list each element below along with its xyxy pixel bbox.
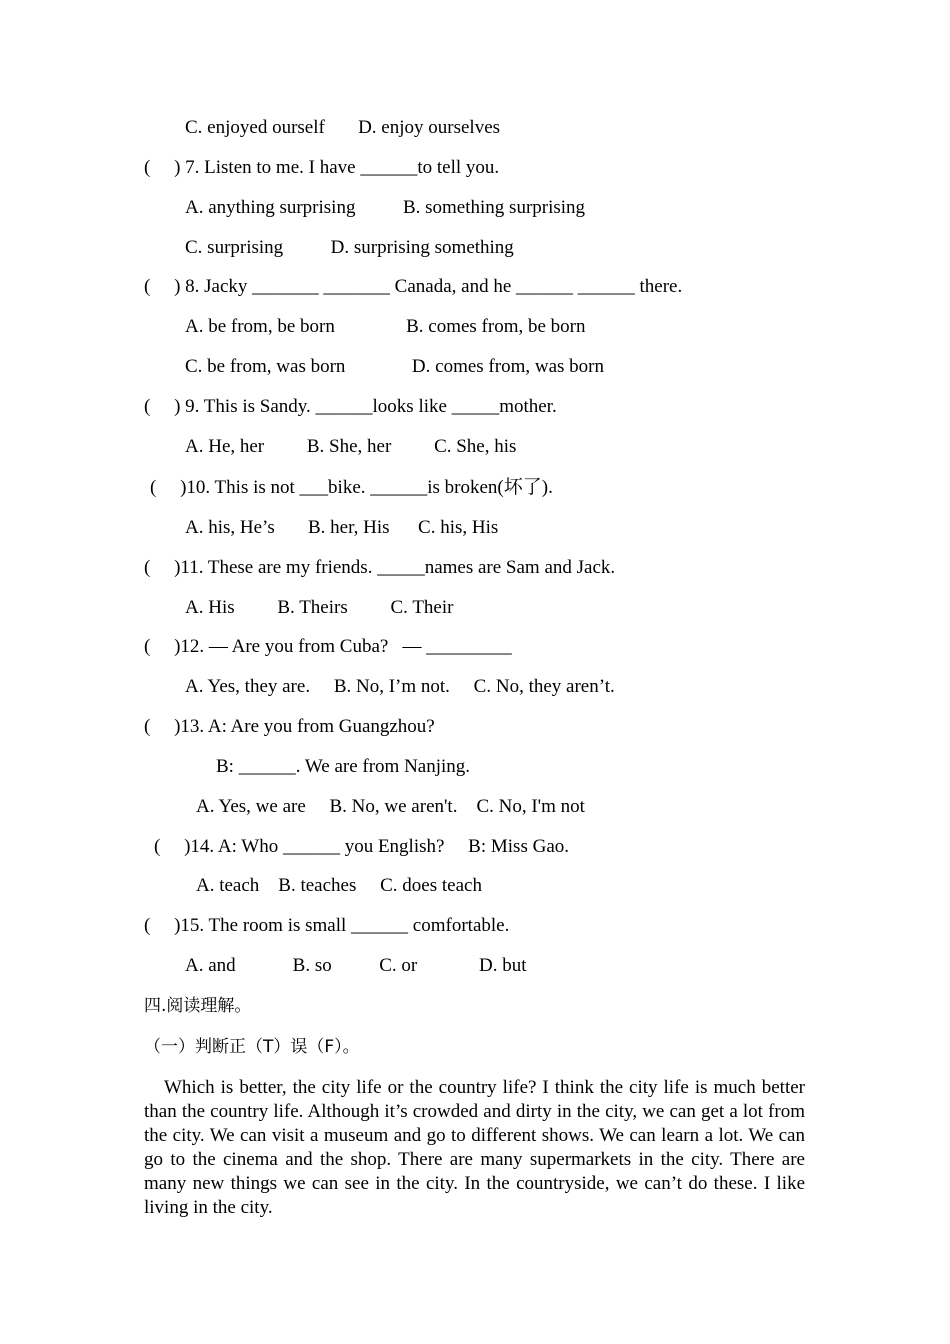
question-10: ( )10. This is not ___bike. ______is broken(坏了). [150, 477, 553, 498]
section-four-heading: 四.阅读理解。 [144, 996, 252, 1016]
question-14: ( )14. A: Who ______ you English? B: Miss Gao. [154, 836, 570, 857]
q14-options: A. teach B. teaches C. does teach [196, 875, 482, 896]
question-12: ( )12. — Are you from Cuba? — _________ [144, 636, 512, 657]
q15-options: A. and B. so C. or D. but [185, 955, 527, 976]
q8-options-ab: A. be from, be born B. comes from, be born [185, 316, 586, 337]
reading-passage: Which is better, the city life or the country life? I think the city life is much better than the country life. Although it’s crowded and dirty in the city, we can get a lot from the city. We can visit a museum and go to different shows. We can learn a lot. We can go to the cinema and the shop. There are many supermarkets in the city. There are many new things we can see in the city. In the countryside, we can’t do these. I like living in the city. [144, 1077, 805, 1218]
q6-options-cd: C. enjoyed ourself D. enjoy ourselves [185, 117, 501, 138]
q8-options-cd: C. be from, was born D. comes from, was born [185, 356, 604, 377]
question-7: ( ) 7. Listen to me. I have ______to tell you. [144, 157, 500, 178]
q7-options-cd: C. surprising D. surprising something [185, 237, 514, 258]
q13-b-line: B: ______. We are from Nanjing. [216, 756, 471, 777]
question-8: ( ) 8. Jacky _______ _______ Canada, and he ______ ______ there. [144, 276, 683, 297]
question-15: ( )15. The room is small ______ comfortable. [144, 915, 510, 936]
section-four-part-one-heading: （一）判断正（T）误（F）。 [144, 1037, 360, 1057]
question-11: ( )11. These are my friends. _____names are Sam and Jack. [144, 557, 616, 578]
q10-options: A. his, He’s B. her, His C. his, His [185, 517, 499, 538]
q7-options-ab: A. anything surprising B. something surprising [185, 197, 586, 218]
q13-options: A. Yes, we are B. No, we aren't. C. No, I'm not [196, 796, 585, 817]
q11-options: A. His B. Theirs C. Their [185, 597, 454, 618]
question-13: ( )13. A: Are you from Guangzhou? [144, 716, 435, 737]
q12-options: A. Yes, they are. B. No, I’m not. C. No, they aren’t. [185, 676, 615, 697]
q9-options: A. He, her B. She, her C. She, his [185, 436, 517, 457]
question-9: ( ) 9. This is Sandy. ______looks like _____mother. [144, 396, 557, 417]
